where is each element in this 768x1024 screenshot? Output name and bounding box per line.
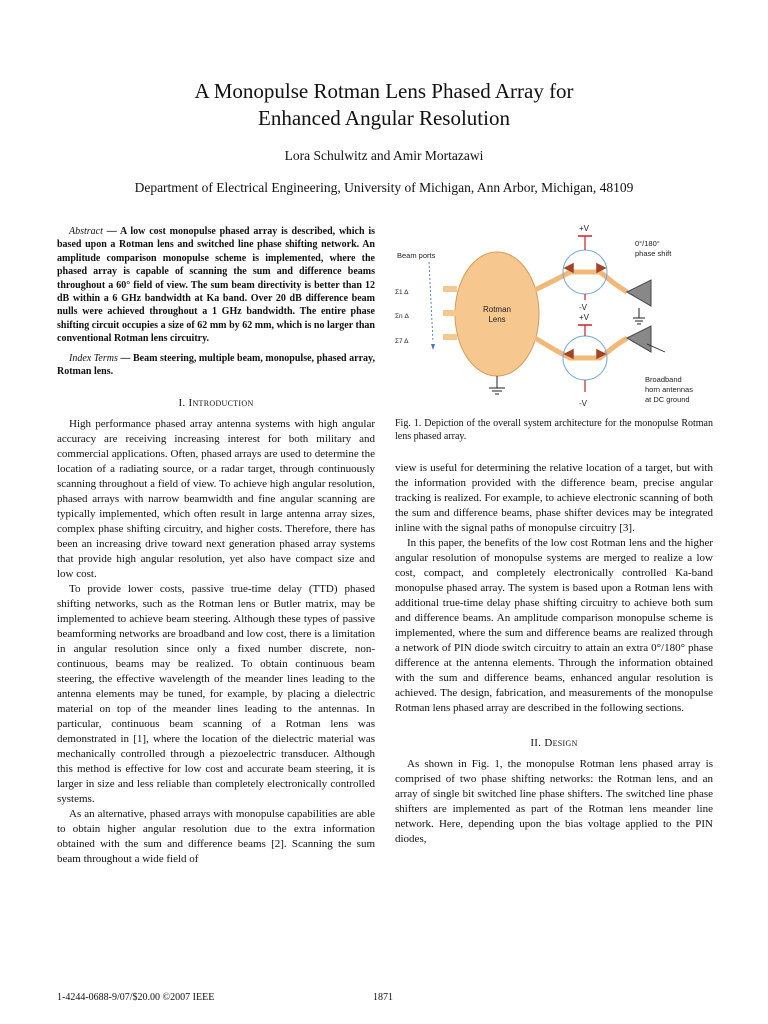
- beam-port-1: [443, 286, 457, 292]
- right-paragraph-1: view is useful for determining the relative location of a target, but with the information provided with the difference beam, precise angular tracking is realized. For example, to achieve electronic scanning of both the sum and difference beams, phase shifter devices may be integrated inline with the signal paths of monopulse circuitry [3].: [395, 462, 713, 534]
- index-terms: [57, 352, 375, 379]
- lens-label-2: Lens: [488, 315, 506, 324]
- plus-v-top: +V: [579, 224, 590, 233]
- minus-v-mid: -V: [579, 303, 587, 312]
- port-label-2: Σn Δ: [395, 313, 409, 320]
- left-column: [57, 225, 375, 867]
- beam-port-2: [443, 310, 457, 316]
- abstract-label: Abstract: [69, 226, 103, 237]
- intro-paragraph-3: As an alternative, phased arrays with monopulse capabilities are able to obtain higher angular resolution due to the extra information obtained with the sum and difference beams [2]. Scanning the sum beam throughout a wide field of: [57, 808, 375, 866]
- rotman-lens-shape: [455, 252, 539, 376]
- title-line-2: Enhanced Angular Resolution: [258, 106, 510, 130]
- phase-shift-label-1: 0°/180°: [635, 239, 660, 248]
- port-label-1: Σ1 Δ: [395, 289, 409, 296]
- abstract: [57, 225, 375, 346]
- paper-title: [0, 78, 768, 132]
- beam-port-3: [443, 334, 457, 340]
- index-terms-text: — Beam steering, multiple beam, monopulse, phased array, Rotman lens.: [57, 352, 375, 378]
- section-heading-introduction: I. Introduction: [178, 397, 254, 410]
- right-paragraph-2: In this paper, the benefits of the low cost Rotman lens and the higher angular resolution of monopulse systems are merged to realize a low cost, compact, and completely electronically controlled Ka-band monopulse phased array. The system is based upon a Rotman lens with additional true-time delay phase shifting circuitry to achieve both sum and difference beams. An amplitude comparison monopulse scheme is implemented, where the sum and difference beams are realized through a network of PIN diode switch circuitry to attain an extra 0°/180° phase difference at the antenna elements. Through the information obtained with the sum and difference beams, enhanced angular resolution is achieved. The design, fabrication, and measurements of the monopulse Rotman lens phased array are described in the following sections.: [395, 537, 713, 714]
- port-label-3: Σ7 Δ: [395, 338, 409, 345]
- footer-copyright: 1-4244-0688-9/07/$20.00 ©2007 IEEE: [57, 992, 215, 1003]
- intro-paragraph-2: To provide lower costs, passive true-time delay (TTD) phased shifting networks, such as the Rotman lens or Butler matrix, may be implemented to achieve beam steering. Although these types of passive beamforming networks are broadband and low cost, there is a limitation in angular resolution since only a fixed number discrete, non-continuous, beams may be realized. To obtain continuous beam steering, the effective wavelength of the meander lines leading to the antenna elements may be tuned, for example, by placing a dielectric material on top of the meander lines leading to the antennas. In particular, continuous beam scanning of a Rotman lens was demonstrated in [1], where the location of the dielectric material was mechanically controlled through a piezoelectric transducer. Although this method is effective for low cost and accurate beam steering, it is larger in size and less reliable than completely electronically controlled systems.: [57, 583, 375, 806]
- abstract-text: — A low cost monopulse phased array is described, which is based upon a Rotman lens and switched line phase shifting network. An amplitude comparison monopulse scheme is implemented, where the phased array is capable of scanning the sum and difference beams throughout a 60° field of view. The sum beam directivity is better than 12 dB within a 6 GHz bandwidth at Ka band. Over 20 dB difference beam nulls were achieved throughout a 1 GHz bandwidth. The entire phase shifting circuit occupies a size of 62 mm by 62 mm, which is no larger than conventional Rotman lens circuitry.: [57, 226, 375, 345]
- authors: Lora Schulwitz and Amir Mortazawi: [284, 148, 484, 163]
- lens-label-1: Rotman: [482, 305, 512, 314]
- horn-antenna-upper: [627, 280, 651, 306]
- antenna-label-3: at DC ground: [645, 395, 690, 404]
- plus-v-mid: +V: [579, 313, 590, 322]
- lower-meander-line: [535, 338, 627, 358]
- antenna-label-2: horn antennas: [645, 385, 693, 394]
- upper-meander-line: [535, 272, 627, 292]
- right-column: [395, 461, 713, 847]
- minus-v-bottom: -V: [579, 399, 587, 408]
- beam-ports-label: Beam ports: [397, 251, 436, 260]
- title-line-1: A Monopulse Rotman Lens Phased Array for: [194, 79, 574, 103]
- section-heading-design: II. Design: [530, 737, 578, 749]
- intro-paragraph-1: High performance phased array antenna systems with high angular accuracy are receiving increasing interest for both military and commercial applications. Often, phased arrays are used to determine the location of a radiating source, or a radar target, through continuously scanning throughout a field of view. To achieve high angular resolution, phased arrays with narrow beamwidth and fine angular scanning are typically implemented, which often result in large antenna array sizes, complex phase shifting circuitry, and higher costs. Therefore, there has been an increasing drive toward next generation phased array systems that provide high angular resolution, yet also have compact size and low cost.: [57, 418, 375, 581]
- phase-shift-label-2: phase shift: [635, 249, 672, 258]
- antenna-label-1: Broadband: [645, 375, 682, 384]
- figure-1-system-architecture: [395, 222, 720, 410]
- figure-caption: Fig. 1. Depiction of the overall system architecture for the monopulse Rotman lens phased array.: [395, 418, 713, 442]
- page-number: 1871: [373, 992, 393, 1003]
- index-terms-label: Index Terms: [69, 352, 118, 364]
- affiliation: Department of Electrical Engineering, University of Michigan, Ann Arbor, Michigan, 48109: [134, 180, 634, 195]
- horn-antenna-lower: [627, 326, 651, 352]
- design-paragraph-1: As shown in Fig. 1, the monopulse Rotman lens phased array is comprised of two phase shifting networks: the Rotman lens, and an array of single bit switched line phase shifters. The switched line phase shifters are implemented as part of the Rotman lens meander line network. Here, depending upon the bias voltage applied to the PIN diodes,: [395, 758, 713, 845]
